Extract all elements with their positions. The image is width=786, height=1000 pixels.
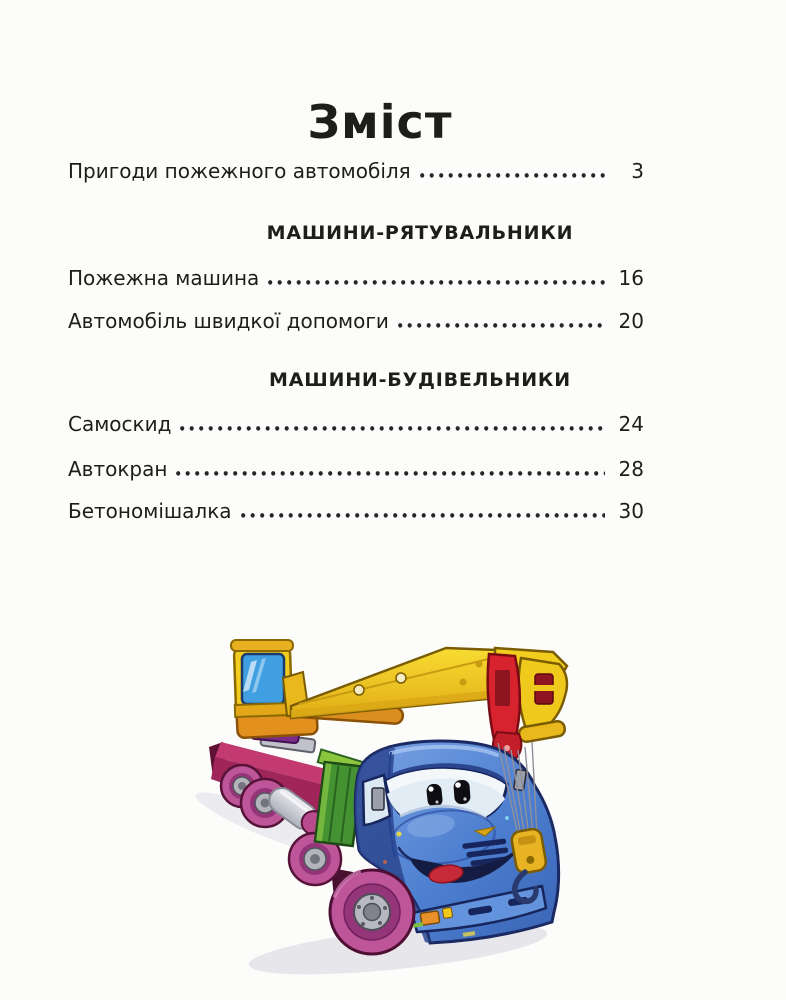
toc-entry <box>68 456 644 482</box>
dot-leader <box>420 173 605 178</box>
toc-entry-title: Пожежна машина <box>68 266 260 290</box>
toc-entry <box>68 498 644 524</box>
page-title: Зміст <box>307 94 453 149</box>
front-wheel <box>330 870 414 954</box>
toc-entry <box>68 411 644 437</box>
toc-entry-page: 30 <box>618 499 644 523</box>
dot-leader <box>176 471 605 476</box>
toc-entry-page: 3 <box>631 159 644 183</box>
toc-entry-title: Пригоди пожежного автомобіля <box>68 159 411 183</box>
dot-leader <box>180 426 605 431</box>
toc-entry-page: 28 <box>618 457 644 481</box>
side-mirror <box>372 788 384 810</box>
boom-tip <box>488 648 567 764</box>
dot-leader <box>241 513 605 518</box>
toc-entry-page: 24 <box>618 412 644 436</box>
crane-truck-illustration <box>163 612 603 992</box>
toc-entry-title: Автокран <box>68 457 168 481</box>
dot-leader <box>268 280 605 285</box>
toc-entry <box>68 158 644 184</box>
toc-section-heading: МАШИНИ-РЯТУВАЛЬНИКИ <box>266 222 574 244</box>
toc-section-heading: МАШИНИ-БУДІВЕЛЬНИКИ <box>269 369 571 391</box>
toc-entry <box>68 265 644 291</box>
toc-entry-title: Автомобіль швидкої допомоги <box>68 309 389 333</box>
toc-entry <box>68 308 644 334</box>
dot-leader <box>398 323 605 328</box>
toc-entry-page: 20 <box>618 309 644 333</box>
crane-boom <box>283 648 497 718</box>
toc-entry-page: 16 <box>618 266 644 290</box>
toc-entry-title: Бетономішалка <box>68 499 232 523</box>
toc-entry-title: Самоскид <box>68 412 172 436</box>
